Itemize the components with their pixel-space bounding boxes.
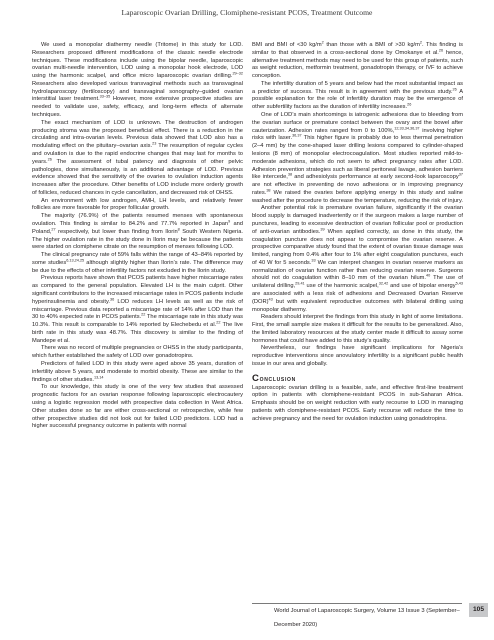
reference-superscript: 36,37 (292, 133, 302, 138)
body-paragraph (32, 198, 243, 214)
text-run: are not effective in preventing de novo adhesions or in improving pregnancy rates. (252, 182, 463, 196)
reference-superscript: 26 (47, 157, 52, 162)
text-run: The assessment of tubal patency and diagnosis of other pelvic pathologies, done simultaneously, is an additional advantage of LOD. Previous evidence showed that the sensitivity of the ovaries to ovulation induction agents increases after the procedure. Other benefits of LOD include more orderly growth of follicles, reduced chances in cycle cancellation, and decreased risk of OHSS. (32, 158, 243, 196)
text-run: involving higher risks with laser. (252, 127, 463, 142)
reference-superscript: 32,42 (378, 281, 389, 286)
reference-superscript: 22 (141, 312, 146, 317)
reference-superscript: 43 (268, 297, 273, 302)
reference-superscript: 29,41 (295, 281, 305, 286)
text-run: than those with a BMI of >30 kg/m (323, 42, 420, 48)
reference-superscript: 38 (266, 188, 271, 193)
text-run: The majority (76.9%) of the patients resumed menses with spontaneous ovulation. This finding is similar to 84.2% and 77.7% reported in Japan (32, 213, 243, 227)
text-run: Previous reports have shown that PCOS patients have higher miscarriage rates as compared to the general population. Elevated LH is the main culprit. Other significant contributors to the increased miscarriage rates in PCOS patients include hyperinsulinemia and obesity. (32, 275, 243, 305)
reference-superscript: 36 (109, 297, 115, 302)
running-header: Laparoscopic Ovarian Drilling, Clomiphene-resistant PCOS, Treatment Outcome (121, 8, 373, 17)
text-run: Nevertheless, our findings have significant implications for Nigeria’s reproductive interventions since anovulatory infertility is a significant public health issue in our area and globally. (252, 345, 463, 368)
text-run: One of LOD’s main shortcomings is iatrogenic adhesions due to bleeding from the ovarian surface or premature contact between the ovary and the bowel after cauterization. Adhesion rates ranged from 0 to 100%, (252, 112, 463, 134)
reference-superscript: 33–35 (99, 94, 111, 99)
text-run: Predictors of failed LOD in this study were aged above 35 years, duration of infertility above 5 years, and moderate to morbid obesity. These are similar to the findings of other studies. (32, 361, 243, 383)
body-paragraph (32, 345, 243, 361)
text-run: BMI and BMI of <30 kg/m (252, 42, 322, 48)
body-paragraph (32, 384, 243, 431)
left-column (32, 42, 243, 431)
reference-superscript: 39 (320, 227, 325, 232)
body-paragraph (32, 213, 243, 252)
text-run: We can interpret changes in ovarian reserve markers as normalization of ovarian function rather than reducing ovarian reserve. Surgeons should not do coagulation within 8–10 mm of the ovarian hilum. (252, 259, 463, 282)
text-run: The exact mechanism of LOD is unknown. The destruction of androgen producing stroma was the proposed beneficial effect. There is a reduction in the circulating and intra-ovarian levels. Previous data showed that LOD also has a modulating effect on the pituitary–ovarian axis. (32, 119, 243, 150)
body-paragraph (32, 252, 243, 275)
text-run: and Poland, (32, 220, 243, 235)
page-footer (252, 603, 488, 628)
body-paragraph (252, 345, 463, 368)
reference-superscript: 33 (311, 258, 316, 263)
journal-citation: World Journal of Laparoscopic Surgery, Volume 13 Issue 3 (September–December 2020) (274, 608, 460, 628)
text-run: but with equivalent reproductive outcomes with bilateral drilling using monopolar diathermy. (252, 298, 463, 313)
body-paragraph (252, 112, 463, 205)
text-run: respectively, but lower than finding from Ilorin (55, 228, 178, 235)
reference-superscript: 40 (426, 273, 431, 278)
text-run: . This finding is similar to that observed in a cross-sectional done by Omokanye et al. (252, 42, 463, 56)
text-run: An environment with low androgen, AMH, LH levels, and relatively fewer follicles are more favorable for proper follicular growth. (32, 197, 243, 212)
text-run: The infertility duration of 5 years and below had the most substantial impact as a predictor of success. This result is in agreement with the previous study. (252, 80, 463, 95)
text-run: The use of unilateral drilling, (252, 275, 463, 290)
text-run: To our knowledge, this study is one of the very few studies that assessed prognostic factors for an ovarian response following laparoscopic electrocautery using a logistic regression model with prospective data collection in West Africa. Other studies done so far are either cross-sectional or retrospective, while few other prospective studies did not look out for failed LOD predictors. LOD had a higher successful pregnancy outcome in patients with normal (32, 384, 243, 430)
reference-superscript: 8 (177, 227, 180, 232)
text-run: However, more extensive prospective studies are needed to validate use, safety, efficacy, and long-term effects of alternate techniques. (32, 96, 243, 119)
footer-rule (252, 603, 462, 628)
reference-superscript: 26 (452, 87, 457, 92)
reference-superscript: 9 (228, 219, 231, 224)
text-run: Researchers also developed various transvaginal methods such as transvaginal hydrolaparoscopy (fertiloscopy) and transvaginal sonography–guided ovarian interstitial laser treatment. (32, 80, 243, 103)
text-run: We raised the ovaries before applying energy in this study and saline washed after the procedure to decrease the temperature, reducing the risk of injury. (252, 189, 463, 204)
text-run: A possible explanation for the role of infertility duration may be the emergence of other subfertility factors as the duration of infertility increases. (252, 88, 464, 111)
reference-superscript: 38 (287, 172, 293, 177)
reference-superscript: 6,13,24,25 (66, 258, 85, 263)
text-run: The miscarriage rate in this study was 10.3%. This result is comparable to 14% reported by Elechebedu et al. (32, 314, 243, 329)
body-paragraph (32, 275, 243, 345)
reference-superscript: 26 (407, 102, 412, 107)
text-run: use of the harmonic scalpel, (304, 283, 379, 290)
text-run: The live birth rate in this study was 48.7%. This discovery is similar to the finding of Mandepe et al. (32, 322, 243, 344)
body-paragraph (252, 42, 463, 81)
conclusion-heading (252, 372, 463, 384)
reference-superscript: 12,33,34,36,37 (394, 126, 420, 130)
reference-superscript: 5,43 (455, 281, 463, 286)
right-column (252, 42, 463, 424)
text-run: Readers should interpret the findings from this study in light of some limitations. First, the small sample size makes it difficult for the results to be generalized. Also, the limited laboratory resources at the study center made it difficult to assay some hormones that could have added to this study’s quality. (252, 314, 463, 344)
reference-superscript: 27 (51, 227, 56, 232)
text-run: This higher figure is probably due to less thermal penetration (2–4 mm) by the cone-shaped laser drilling lesions compared to cylinder-shaped lesions (8 mm) of monopolar electrocoagulation. Most studies reported mild-to-moderate adhesions, which do not seem to affect pregnancy rates after LOD. Adhesion prevention strategies such as liberal peritoneal lavage, adhesion barriers like intercede, (252, 135, 463, 181)
text-run: are associated with a less risk of adhesions and Decreased Ovarian Reserve (DOR) (252, 291, 463, 305)
text-run: We used a monopolar diathermy needle (Tritome) in this study for LOD. Researchers proposed different modifications of the classic needle electrode techniques. These modifications include using the bipolar needle, laparoscopic ovarian multi-needle intervention, LOD using a monopolar hook electrode, LOD using the harmonic scalpel, and office micro laparoscopic ovarian drilling. (32, 42, 243, 80)
body-paragraph (32, 361, 243, 384)
text-run: The resumption of regular cycles and ovulation is due to the rapid endocrine changes that may last for months to years. (32, 143, 243, 165)
reference-superscript: 23 (152, 141, 157, 146)
text-run: There was no record of multiple pregnancies or OHSS in the study participants, which further established the safety of LOD over gonadotropins. (32, 345, 243, 360)
text-run: and adhesiolysis performance at early second-look laparoscopy (292, 174, 459, 181)
text-run: hence, alternative treatment methods may need to be used for this group of patients, such as weight reduction, metformin treatment, gonadotropin therapy, or IVF to achieve conception. (252, 49, 463, 80)
text-run: and use of bipolar energy (388, 283, 456, 290)
page-number: 105 (469, 603, 488, 617)
conclusion-paragraph: Laparoscopic ovarian drilling is a feasible, safe, and effective first-line treatment option in patients with clomiphene-resistant PCOS in sub-Saharan Africa. Emphasis should be on weight reduction with early recourse to LOD in managing patients with clomiphene-resistant PCOS. Early recourse will reduce the time to achieve pregnancy and the need for ovulation induction using gonadotropins. (252, 384, 463, 422)
text-run: The clinical pregnancy rate of 59% falls within the range of 43–84% reported by some studies (32, 252, 243, 266)
text-run: although slightly higher than Ilorin’s rate. The difference may be due to the effects of other infertility factors not excluded in the Ilorin study. (32, 259, 243, 274)
reference-superscript: 29–32 (232, 71, 243, 76)
reference-superscript: 2 (321, 40, 324, 45)
text-run: LOD reduces LH levels as well as the risk of miscarriage. Previous data reported a miscarriage rate of 14% after LOD than the 30 to 40% expected rate in PCOS patients. (32, 298, 243, 321)
body-paragraph (252, 205, 463, 314)
body-paragraph (252, 314, 463, 345)
body-paragraph (32, 42, 243, 120)
reference-superscript: 26 (438, 48, 444, 53)
text-run: Another potential risk is premature ovarian failure, significantly if the ovarian blood supply is damaged inadvertently or if the surgeon makes a large number of punctures, leading to excessive destruction of ovarian follicular pool or production of anti-ovarian antibodies. (252, 205, 463, 235)
conclusion-heading-text: Conclusion (252, 372, 296, 384)
reference-superscript: 37 (458, 172, 463, 177)
text-run: South Western Nigeria. The higher ovulation rate in the study done in Ilorin may be because the patients were started on clomiphene citrate on the resumption of menses following LOD. (32, 228, 243, 251)
reference-superscript: 22 (216, 320, 221, 325)
body-paragraph (32, 120, 243, 198)
text-run: When applied correctly, as done in this study, the coagulation puncture does not appear to compromise the ovarian reserve. A prospective comparative study found that the extent of ovarian tissue damage was limited, ranging from 0.4% after four to 1% after eight coagulation punctures, each of 40 W for 5 seconds. (252, 228, 463, 266)
reference-superscript: 13,14 (94, 375, 104, 379)
reference-superscript: 2 (419, 40, 422, 45)
body-paragraph (252, 81, 463, 112)
